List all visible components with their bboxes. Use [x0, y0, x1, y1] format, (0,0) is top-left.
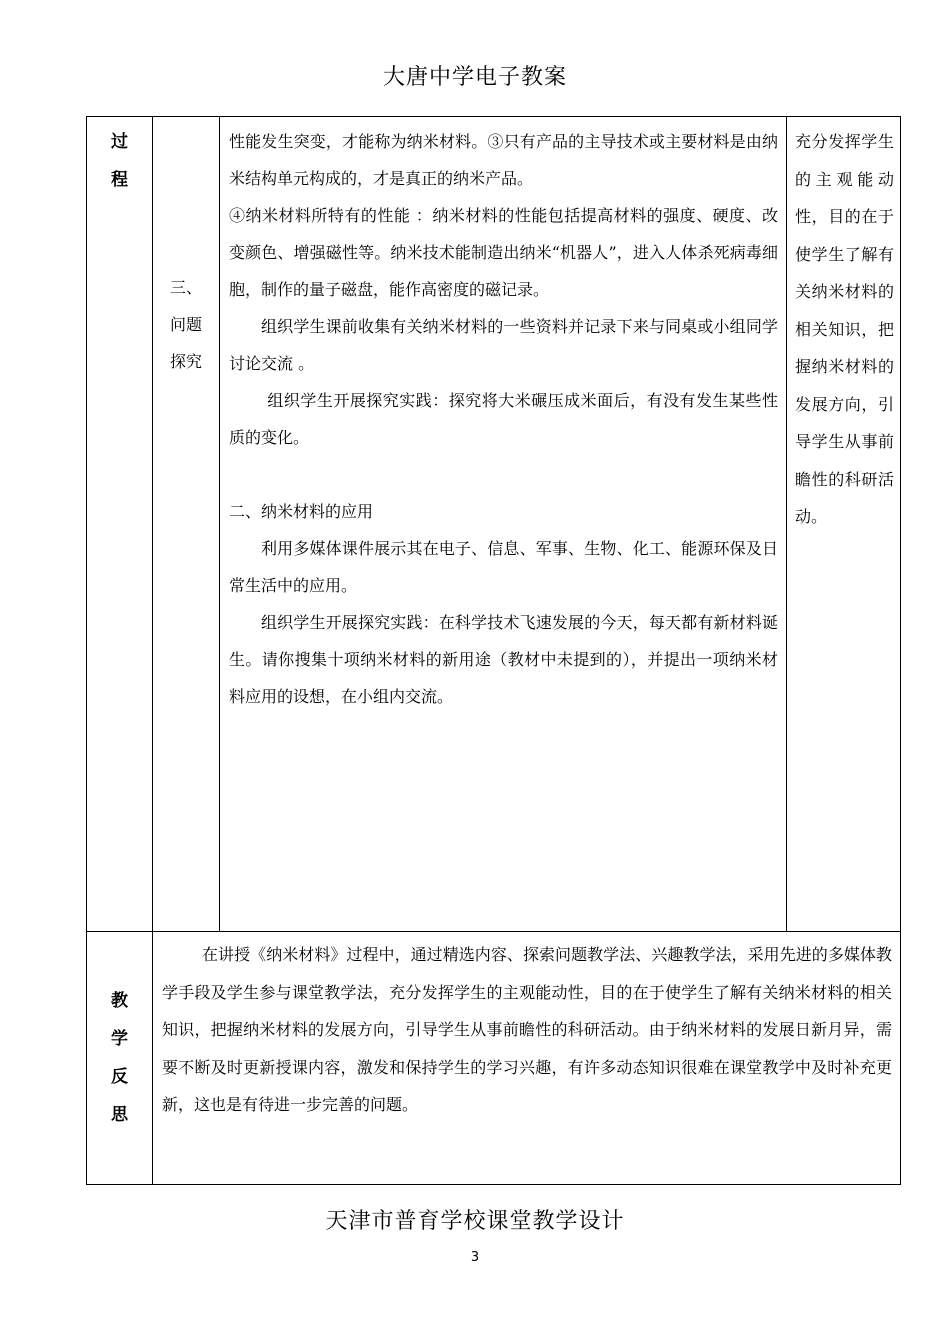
- phase-label-cell: [153, 117, 220, 932]
- page-number: 3: [470, 1250, 480, 1265]
- lesson-plan-table: [86, 116, 901, 1185]
- teaching-content-cell: [220, 117, 787, 932]
- design-intent-cell: 充分发挥学生的主观能动性，目的在于使学生了解有关纳米材料的相关知识，把握纳米材料的发展方向，引导学生从事前瞻性的科研活动。: [787, 117, 901, 932]
- reflection-row: [87, 932, 901, 1185]
- phase-label-line: 探究: [169, 352, 202, 371]
- content-paragraph: ④纳米材料所特有的性能 ：纳米材料的性能包括提高材料的强度、硬度、改变颜色、增强磁性等。纳米技术能制造出纳米“机器人”，进入人体杀死病毒细胞，制作的量子磁盘，能作高密度的磁记录。: [229, 206, 778, 299]
- phase-label-line: 三、: [169, 278, 202, 297]
- stage-label-char: 程: [111, 170, 128, 190]
- reflection-label-char: 学: [111, 1029, 128, 1049]
- content-section-heading: 二、纳米材料的应用: [229, 502, 374, 521]
- content-paragraph: 利用多媒体课件展示其在电子、信息、军事、生物、化工、能源环保及日常生活中的应用。: [229, 539, 778, 595]
- page-footer-title: 天津市普育学校课堂教学设计: [325, 1209, 625, 1234]
- content-paragraph: 组织学生课前收集有关纳米材料的一些资料并记录下来与同桌或小组同学讨论交流 。: [229, 317, 778, 373]
- phase-label-line: 问题: [169, 315, 202, 334]
- reflection-label-char: 教: [111, 991, 128, 1011]
- reflection-label-char: 思: [111, 1105, 128, 1125]
- reflection-text-cell: 在讲授《纳米材料》过程中，通过精选内容、探索问题教学法、兴趣教学法，采用先进的多媒体教学手段及学生参与课堂教学法，充分发挥学生的主观能动性，目的在于使学生了解有关纳米材料的相关知识，把握纳米材料的发展方向，引导学生从事前瞻性的科研活动。由于纳米材料的发展日新月异，需要不断及时更新授课内容，激发和保持学生的学习兴趣，有许多动态知识很难在课堂教学中及时补充更新，这也是有待进一步完善的问题。: [153, 932, 901, 1185]
- content-paragraph: 性能发生突变，才能称为纳米材料。③只有产品的主导技术或主要材料是由纳米结构单元构成的，才是真正的纳米产品。: [229, 132, 778, 188]
- stage-label-cell: [87, 117, 153, 932]
- stage-label-char: 过: [111, 132, 128, 152]
- page-header-title: 大唐中学电子教案: [382, 65, 567, 90]
- reflection-label-char: 反: [111, 1067, 128, 1087]
- content-paragraph: 组织学生开展探究实践：在科学技术飞速发展的今天，每天都有新材料诞生。请你搜集十项纳米材料的新用途（教材中未提到的），并提出一项纳米材料应用的设想，在小组内交流。: [229, 613, 778, 706]
- blank-line: [229, 456, 778, 493]
- reflection-label-cell: [87, 932, 153, 1185]
- process-row: [87, 117, 901, 932]
- content-paragraph: 组织学生开展探究实践：探究将大米碾压成米面后，有没有发生某些性质的变化。: [229, 391, 778, 447]
